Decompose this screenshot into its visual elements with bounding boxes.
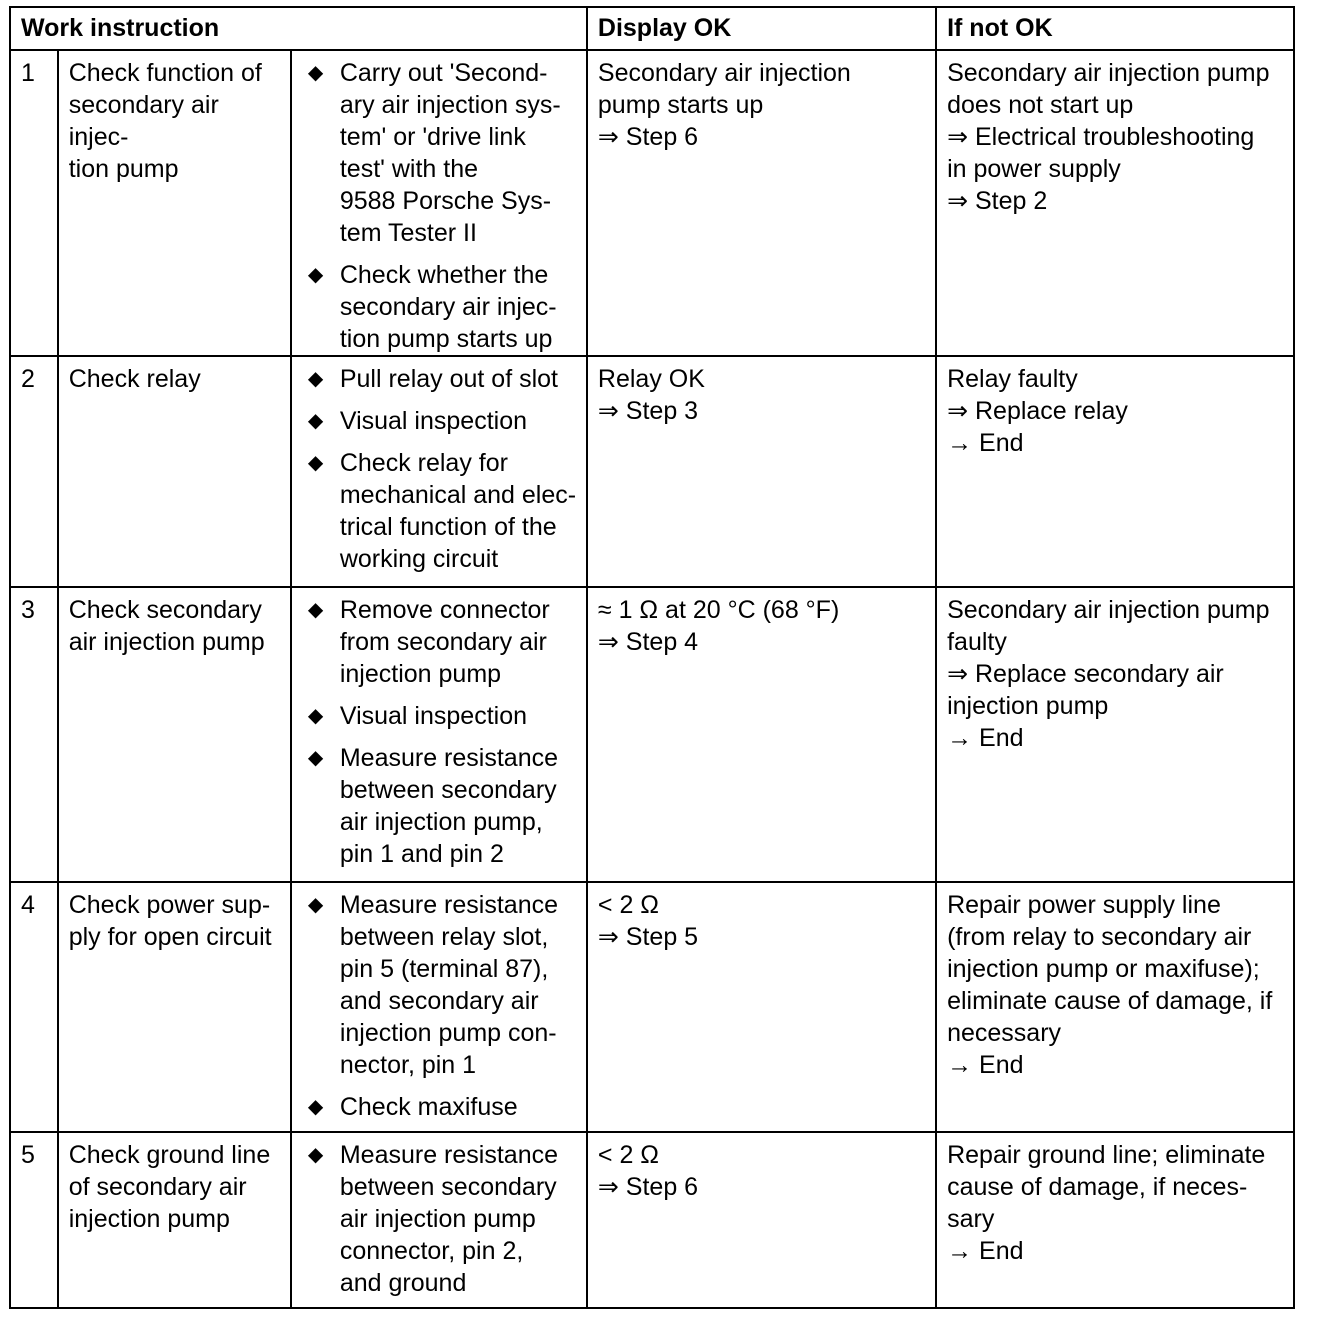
- diamond-bullet-icon: ◆: [307, 894, 324, 916]
- action-list: [302, 57, 578, 355]
- diamond-bullet-icon: ◆: [307, 1144, 324, 1166]
- action-line: between secondary: [339, 1173, 557, 1201]
- action-list: [302, 1139, 578, 1299]
- if-not-ok-cell-line: ⇒ Replace secondary air: [947, 660, 1224, 688]
- action-line: secondary air injec-: [339, 293, 557, 321]
- if-not-ok-cell: [936, 587, 1294, 882]
- step-title-line: Check ground line: [68, 1141, 271, 1169]
- action-line: test' with the: [339, 155, 479, 183]
- action-line: Visual inspection: [339, 407, 528, 435]
- action-list: [302, 594, 578, 870]
- header-if-not-ok: If not OK: [936, 7, 1294, 50]
- if-not-ok-cell-line: → End: [947, 429, 1024, 457]
- step-number: 3: [10, 587, 58, 882]
- display-ok-cell-line: < 2 Ω: [597, 1141, 659, 1169]
- step-title: [58, 50, 291, 356]
- if-not-ok-cell: [936, 356, 1294, 587]
- display-ok-cell: [587, 882, 936, 1132]
- action-line: from secondary air: [339, 628, 547, 656]
- list-item: [302, 742, 578, 870]
- action-line: connector, pin 2,: [339, 1237, 524, 1265]
- action-line: between secondary: [339, 776, 557, 804]
- action-line: Carry out 'Second-: [339, 59, 548, 87]
- display-ok-cell-line: ⇒ Step 6: [597, 1173, 699, 1201]
- action-line: between relay slot,: [339, 923, 549, 951]
- diamond-bullet-icon: ◆: [307, 368, 324, 390]
- if-not-ok-cell-line: does not start up: [947, 91, 1134, 119]
- step-number: 2: [10, 356, 58, 587]
- if-not-ok-cell-line: eliminate cause of damage, if: [947, 987, 1273, 1015]
- action-line: trical function of the: [339, 513, 557, 541]
- step-actions: [291, 50, 587, 356]
- if-not-ok-cell-line: injection pump: [947, 692, 1109, 720]
- display-ok-cell-line: ⇒ Step 5: [597, 923, 699, 951]
- display-ok-cell-line: pump starts up: [597, 91, 764, 119]
- display-ok-cell-line: Relay OK: [597, 365, 705, 393]
- display-ok-cell: [587, 50, 936, 356]
- diamond-bullet-icon: ◆: [307, 599, 324, 621]
- action-line: and ground: [339, 1269, 467, 1297]
- if-not-ok-cell-line: → End: [947, 1051, 1024, 1079]
- display-ok-cell: [587, 587, 936, 882]
- action-line: air injection pump: [339, 1205, 536, 1233]
- step-title-line: Check secondary: [68, 596, 262, 624]
- header-display-ok: Display OK: [587, 7, 936, 50]
- display-ok-cell-line: < 2 Ω: [597, 891, 659, 919]
- action-line: tem' or 'drive link: [339, 123, 526, 151]
- list-item: [302, 1139, 578, 1299]
- display-ok-cell-line: ⇒ Step 3: [597, 397, 699, 425]
- action-line: Check whether the: [339, 261, 549, 289]
- action-line: air injection pump,: [339, 808, 543, 836]
- list-item: [302, 57, 578, 249]
- action-line: Check maxifuse: [339, 1093, 518, 1121]
- display-ok-cell: [587, 356, 936, 587]
- table-row: [10, 50, 1294, 356]
- action-line: nector, pin 1: [339, 1051, 477, 1079]
- step-title-line: of secondary air: [68, 1173, 247, 1201]
- if-not-ok-cell-line: (from relay to secondary air: [947, 923, 1252, 951]
- if-not-ok-cell-line: Relay faulty: [947, 365, 1078, 393]
- step-title-line: ply for open circuit: [68, 923, 272, 951]
- list-item: [302, 259, 578, 355]
- if-not-ok-cell-line: → End: [947, 724, 1024, 752]
- action-line: Measure resistance: [339, 1141, 558, 1169]
- step-actions: [291, 356, 587, 587]
- list-item: [302, 594, 578, 690]
- display-ok-cell-line: ⇒ Step 4: [597, 628, 699, 656]
- step-title-line: air injection pump: [68, 628, 265, 656]
- step-title-line: injection pump: [68, 1205, 230, 1233]
- diamond-bullet-icon: ◆: [307, 62, 324, 84]
- if-not-ok-cell-line: sary: [947, 1205, 995, 1233]
- action-line: tion pump starts up: [339, 325, 553, 353]
- action-line: Remove connector: [339, 596, 550, 624]
- action-line: injection pump: [339, 660, 502, 688]
- table-row: [10, 356, 1294, 587]
- diamond-bullet-icon: ◆: [307, 747, 324, 769]
- if-not-ok-cell-line: necessary: [947, 1019, 1062, 1047]
- display-ok-cell-line: ≈ 1 Ω at 20 °C (68 °F): [597, 596, 840, 624]
- step-title: [58, 1132, 291, 1308]
- table-row: [10, 587, 1294, 882]
- step-number: 4: [10, 882, 58, 1132]
- action-line: mechanical and elec-: [339, 481, 577, 509]
- step-title: [58, 356, 291, 587]
- if-not-ok-cell-line: → End: [947, 1237, 1024, 1265]
- action-line: Visual inspection: [339, 702, 528, 730]
- action-line: Measure resistance: [339, 891, 558, 919]
- action-line: pin 1 and pin 2: [339, 840, 504, 868]
- diamond-bullet-icon: ◆: [307, 452, 324, 474]
- if-not-ok-cell: [936, 1132, 1294, 1308]
- table-row: [10, 882, 1294, 1132]
- action-line: working circuit: [339, 545, 499, 573]
- action-line: Measure resistance: [339, 744, 558, 772]
- if-not-ok-cell-line: ⇒ Replace relay: [947, 397, 1128, 425]
- action-line: ary air injection sys-: [339, 91, 561, 119]
- table-row: [10, 1132, 1294, 1308]
- step-title: [58, 882, 291, 1132]
- action-line: Pull relay out of slot: [339, 365, 559, 393]
- action-line: injection pump con-: [339, 1019, 557, 1047]
- display-ok-cell-line: ⇒ Step 6: [597, 123, 699, 151]
- list-item: [302, 363, 578, 395]
- step-title: [58, 587, 291, 882]
- if-not-ok-cell-line: cause of damage, if neces-: [947, 1173, 1248, 1201]
- step-actions: [291, 1132, 587, 1308]
- if-not-ok-cell: [936, 882, 1294, 1132]
- if-not-ok-cell-line: Secondary air injection pump: [947, 596, 1270, 624]
- diamond-bullet-icon: ◆: [307, 1096, 324, 1118]
- action-line: 9588 Porsche Sys-: [339, 187, 552, 215]
- diamond-bullet-icon: ◆: [307, 705, 324, 727]
- step-title-line: Check relay: [68, 365, 201, 393]
- step-actions: [291, 587, 587, 882]
- if-not-ok-cell-line: faulty: [947, 628, 1007, 656]
- step-title-line: Check function of: [68, 59, 262, 87]
- action-line: tem Tester II: [339, 219, 477, 247]
- action-list: [302, 889, 578, 1123]
- list-item: [302, 447, 578, 575]
- if-not-ok-cell: [936, 50, 1294, 356]
- diamond-bullet-icon: ◆: [307, 410, 324, 432]
- step-number: 5: [10, 1132, 58, 1308]
- list-item: [302, 700, 578, 732]
- table-header-row: [10, 7, 1294, 50]
- if-not-ok-cell-line: in power supply: [947, 155, 1121, 183]
- step-title-line: Check power sup-: [68, 891, 271, 919]
- action-line: pin 5 (terminal 87),: [339, 955, 549, 983]
- if-not-ok-cell-line: Secondary air injection pump: [947, 59, 1270, 87]
- if-not-ok-cell-line: ⇒ Step 2: [947, 187, 1048, 215]
- step-title-line: secondary air injec-: [68, 91, 219, 151]
- step-title-line: tion pump: [68, 155, 179, 183]
- if-not-ok-cell-line: Repair power supply line: [947, 891, 1221, 919]
- if-not-ok-cell-line: ⇒ Electrical troubleshooting: [947, 123, 1255, 151]
- action-line: Check relay for: [339, 449, 508, 477]
- display-ok-cell: [587, 1132, 936, 1308]
- list-item: [302, 405, 578, 437]
- list-item: [302, 1091, 578, 1123]
- diamond-bullet-icon: ◆: [307, 264, 324, 286]
- if-not-ok-cell-line: Repair ground line; eliminate: [947, 1141, 1266, 1169]
- step-number: 1: [10, 50, 58, 356]
- table-body: [10, 50, 1294, 1308]
- troubleshooting-table: [9, 6, 1295, 1309]
- display-ok-cell-line: Secondary air injection: [597, 59, 851, 87]
- list-item: [302, 889, 578, 1081]
- step-actions: [291, 882, 587, 1132]
- header-work-instruction: Work instruction: [10, 7, 587, 50]
- action-list: [302, 363, 578, 575]
- action-line: and secondary air: [339, 987, 539, 1015]
- if-not-ok-cell-line: injection pump or maxifuse);: [947, 955, 1260, 983]
